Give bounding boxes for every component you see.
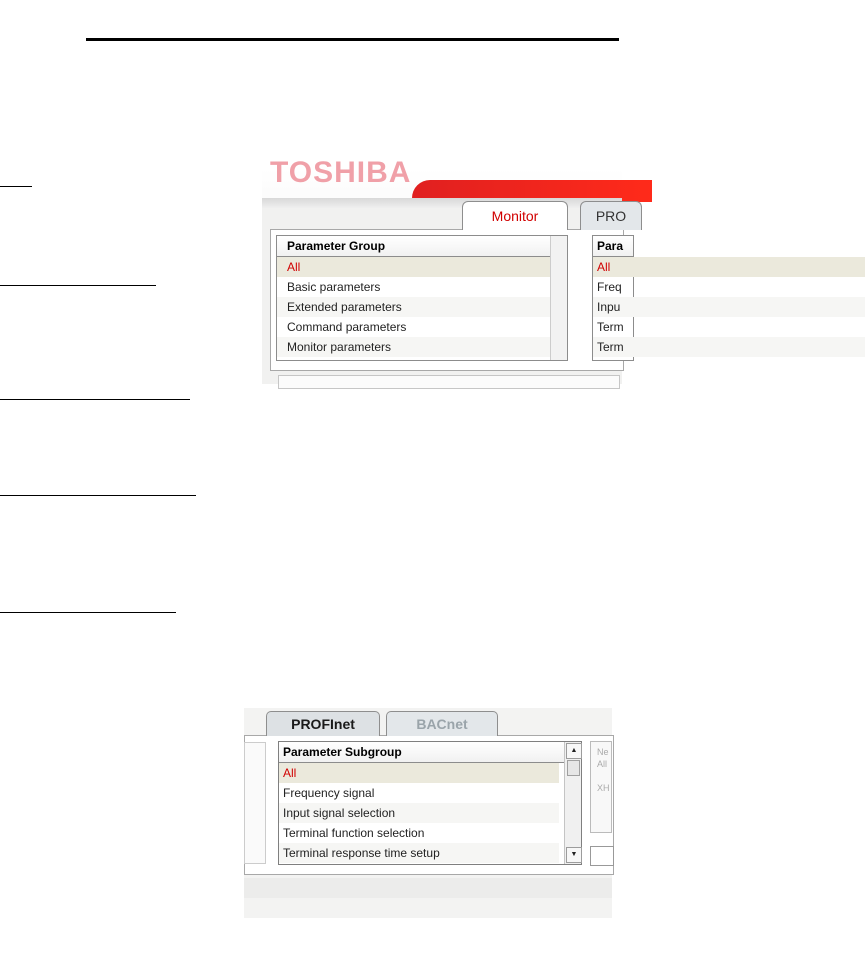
value-field[interactable] (590, 846, 614, 866)
parameter-table-header (278, 375, 620, 389)
scroll-thumb[interactable] (567, 760, 580, 776)
brand-logo: TOSHIBA (270, 156, 412, 189)
list-item[interactable]: Terminal function selection (283, 826, 425, 840)
parameter-group-list[interactable] (276, 235, 568, 361)
parameter-subgroup-header: Parameter Subgroup (279, 742, 581, 763)
list-item[interactable]: Term (593, 337, 865, 357)
subgroup-screenshot (244, 708, 612, 918)
tab-monitor[interactable]: Monitor (462, 201, 568, 230)
scroll-down-icon[interactable]: ▼ (566, 847, 582, 863)
header-band (262, 198, 622, 208)
header-rule (86, 38, 619, 41)
list-item[interactable]: All (277, 257, 555, 277)
parameter-subgroup-list[interactable] (278, 741, 582, 865)
parameter-subgroup-header: Para (593, 236, 633, 257)
tab-profinet[interactable]: PROFInet (266, 711, 380, 736)
lower-band (244, 878, 612, 898)
list-item[interactable]: All (279, 763, 559, 783)
parameter-subgroup-list[interactable] (592, 235, 634, 361)
list-item[interactable]: Input signal selection (279, 803, 559, 823)
section-rule-1 (0, 186, 32, 187)
section-rule-5 (0, 612, 176, 613)
list-scrollbar[interactable] (564, 742, 581, 864)
list-item[interactable]: Monitor parameters (277, 337, 555, 357)
section-rule-3 (0, 399, 190, 400)
list-scrollbar[interactable] (550, 236, 567, 360)
list-item[interactable]: Frequency signal (283, 786, 375, 800)
section-rule-4 (0, 495, 196, 496)
scroll-up-icon[interactable]: ▲ (566, 743, 582, 759)
description-box: Ne All XH (590, 741, 612, 833)
list-item[interactable]: Basic parameters (287, 280, 381, 294)
parameter-group-header: Parameter Group (277, 236, 567, 257)
tab-profinet[interactable]: PRO (580, 201, 642, 230)
left-list-edge (244, 742, 266, 864)
list-item[interactable]: Term (597, 320, 624, 334)
list-item[interactable]: Extended parameters (277, 297, 555, 317)
list-item[interactable]: Freq (597, 280, 622, 294)
list-item[interactable]: All (593, 257, 865, 277)
section-rule-2 (0, 285, 156, 286)
list-item[interactable]: Inpu (593, 297, 865, 317)
monitor-screenshot (262, 156, 627, 384)
list-item[interactable]: Command parameters (287, 320, 407, 334)
tab-bacnet[interactable]: BACnet (386, 711, 498, 736)
list-item[interactable]: Terminal response time setup (279, 843, 559, 863)
